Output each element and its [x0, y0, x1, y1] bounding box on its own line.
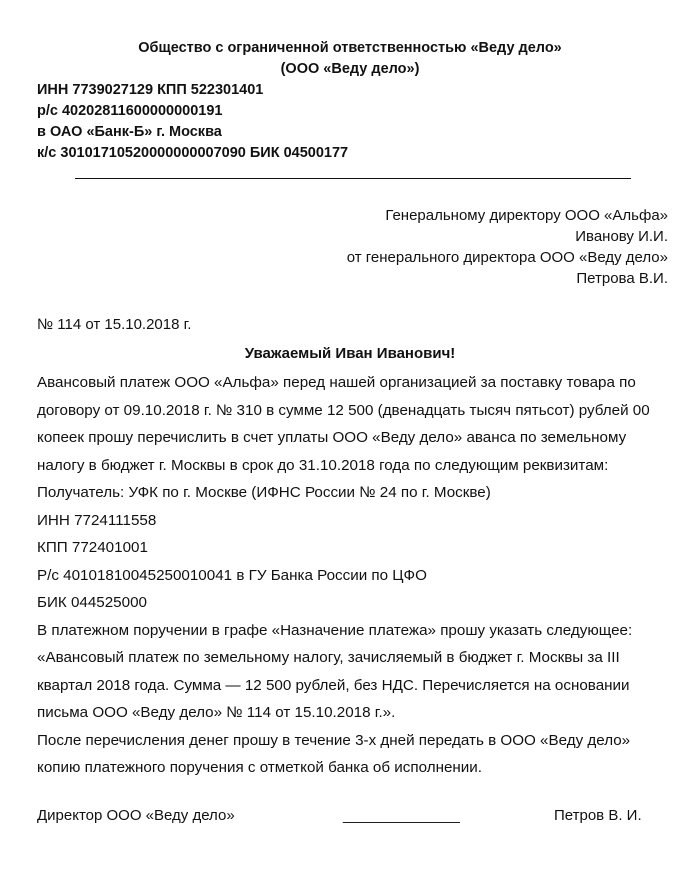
org-full-name: Общество с ограниченной ответственностью «Веду дело» — [138, 40, 562, 56]
letter-body — [37, 369, 677, 782]
body-line: БИК 044525000 — [37, 594, 147, 611]
header-divider — [75, 178, 631, 179]
signature-line: ______________ — [343, 807, 460, 824]
signature-name: Петров В. И. — [554, 807, 642, 824]
greeting: Уважаемый Иван Иванович! — [244, 345, 456, 362]
letter-number: № 114 от 15.10.2018 г. — [37, 316, 192, 333]
body-line: налогу в бюджет г. Москвы в срок до 31.10.2018 года по следующим реквизитам: — [37, 456, 609, 474]
addressee-line: Генеральному директору ООО «Альфа» — [385, 207, 668, 224]
body-line: копеек прошу перечислить в счет уплаты ООО «Веду дело» аванса по земельному — [37, 429, 627, 446]
corr-account-bik: к/с 30101710520000000007090 БИК 04500177 — [37, 145, 349, 161]
signature-position: Директор ООО «Веду дело» — [37, 807, 235, 824]
letterhead — [37, 38, 663, 164]
body-line: Получатель: УФК по г. Москве (ИФНС России № 24 по г. Москве) — [37, 484, 491, 501]
inn-kpp: ИНН 7739027129 КПП 522301401 — [37, 82, 264, 98]
body-line: «Авансовый платеж по земельному налогу, зачисляемый в бюджет г. Москвы за III — [37, 649, 620, 666]
addressee-line: Иванову И.И. — [575, 228, 668, 245]
addressee-line: Петрова В.И. — [576, 270, 668, 287]
body-line: ИНН 7724111558 — [37, 511, 157, 529]
body-line: договору от 09.10.2018 г. № 310 в сумме 12 500 (двенадцать тысяч пятьсот) рублей 00 — [37, 401, 650, 419]
org-short-name: (ООО «Веду дело») — [280, 61, 420, 77]
addressee-line: от генерального директора ООО «Веду дело» — [346, 249, 668, 266]
body-line: письма ООО «Веду дело» № 114 от 15.10.2018 г.». — [37, 704, 396, 721]
body-line: Р/с 40101810045250010041 в ГУ Банка России по ЦФО — [37, 566, 427, 584]
body-line: В платежном поручении в графе «Назначение платежа» прошу указать следующее: — [37, 621, 633, 639]
body-line: КПП 772401001 — [37, 539, 148, 556]
body-line: квартал 2018 года. Сумма — 12 500 рублей, без НДС. Перечисляется на основании — [37, 676, 630, 694]
settlement-account: р/с 40202811600000000191 — [37, 103, 223, 119]
bank-name: в ОАО «Банк-Б» г. Москва — [37, 124, 222, 140]
addressee-block — [347, 205, 668, 289]
body-line: Авансовый платеж ООО «Альфа» перед нашей организацией за поставку товара по — [37, 374, 636, 391]
body-line: После перечисления денег прошу в течение 3-х дней передать в ООО «Веду дело» — [37, 731, 631, 749]
body-line: копию платежного поручения с отметкой банка об исполнении. — [37, 759, 482, 776]
